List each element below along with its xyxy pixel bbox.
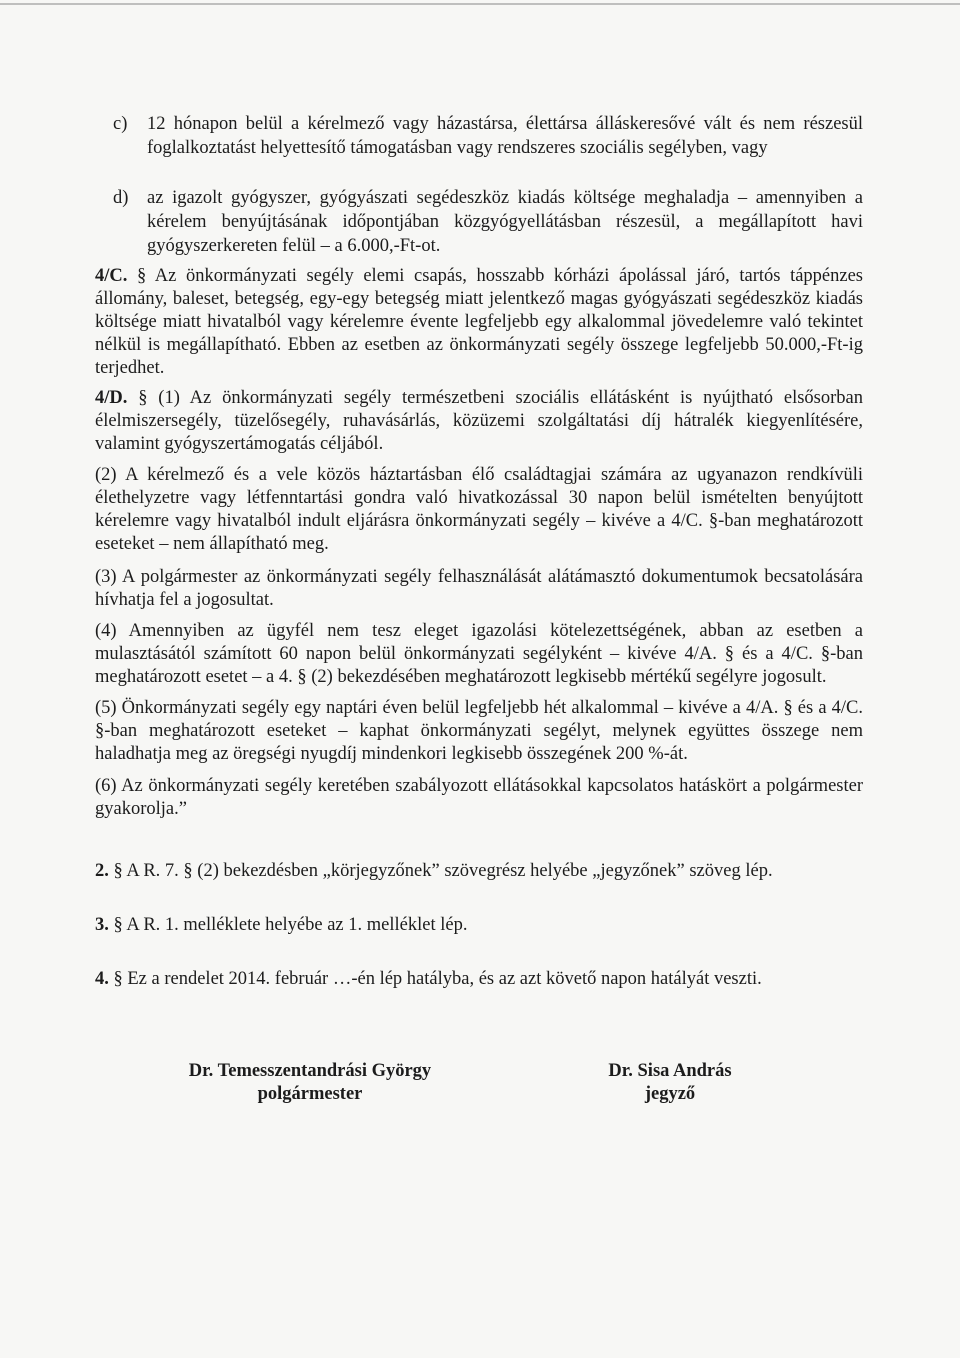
- subparagraph-text: (4) Amennyiben az ügyfél nem tesz eleget igazolási kötelezettségének, abban az esetben a mulasztásától számított 60 napon belül önkormányzati segélyként – kivéve 4/A. § és a 4/C. §-ban meghatározott esetet – a 4. § (2) bekezdésében meghatározott legkisebb mértékű segélyre jogosult.: [95, 621, 863, 687]
- subparagraph-5: [95, 697, 863, 766]
- section-text: § Ez a rendelet 2014. február …-én lép hatályba, és az azt követő napon hatályát veszti.: [113, 969, 762, 989]
- section-number: 3.: [95, 915, 109, 935]
- section-number: 2.: [95, 861, 109, 881]
- section-4: [95, 968, 863, 991]
- subparagraph-2: [95, 464, 863, 556]
- section-text: § A R. 7. § (2) bekezdésben „körjegyzőnek” szövegrész helyébe „jegyzőnek” szöveg lép.: [113, 861, 773, 881]
- signature-clerk: [560, 1060, 780, 1106]
- subparagraph-6: [95, 775, 863, 821]
- section-number: 4.: [95, 969, 109, 989]
- list-item-d: [113, 186, 863, 258]
- section-2: [95, 860, 863, 883]
- paragraph-4c: [95, 265, 863, 380]
- signature-name: Dr. Sisa András: [608, 1061, 732, 1081]
- paragraph-number: 4/C.: [95, 266, 128, 286]
- signature-mayor: [160, 1060, 460, 1106]
- signature-title: polgármester: [257, 1084, 363, 1104]
- list-item-c: [113, 112, 863, 160]
- subparagraph-3: [95, 566, 863, 612]
- subparagraph-text: (6) Az önkormányzati segély keretében szabályozott ellátásokkal kapcsolatos hatáskört a polgármester gyakorolja.”: [95, 776, 863, 819]
- subparagraph-text: (2) A kérelmező és a vele közös háztartásban élő családtagjai számára az ugyanazon rendkívüli élethelyzetre vagy létfenntartási gondra való hivatkozással 30 napon belül ismételten benyújtott kérelemre vagy hivatalból indult eljárásra önkormányzati segély – kivéve a 4/C. §-ban meghatározott eseteket – nem állapítható meg.: [95, 465, 863, 554]
- signature-name: Dr. Temesszentandrási György: [188, 1061, 432, 1081]
- subparagraph-4: [95, 620, 863, 689]
- paragraph-4d: [95, 387, 863, 456]
- section-text: § A R. 1. melléklete helyébe az 1. melléklet lép.: [113, 915, 468, 935]
- subparagraph-text: (5) Önkormányzati segély egy naptári éven belül legfeljebb hét alkalommal – kivéve a 4/A. § és a 4/C. §-ban meghatározott eseteket – kaphat önkormányzati segélyt, melynek együttes összege nem haladhatja meg az öregségi nyugdíj mindenkori legkisebb összegének 200 %-át.: [95, 698, 863, 764]
- list-item-label: c): [113, 114, 128, 134]
- section-3: [95, 914, 863, 937]
- subparagraph-text: (3) A polgármester az önkormányzati segély felhasználását alátámasztó dokumentumok becsatolására hívhatja fel a jogosultat.: [95, 567, 863, 610]
- list-item-text: 12 hónapon belül a kérelmező vagy házastársa, élettársa álláskeresővé vált és nem részesül foglalkoztatást helyettesítő támogatásban vagy rendszeres szociális segélyben, vagy: [147, 114, 863, 158]
- list-item-text: az igazolt gyógyszer, gyógyászati segédeszköz kiadás költsége meghaladja – amennyiben a kérelem benyújtásának időpontjában közgyógyellátásban részesül, a megállapított havi gyógyszerkereten felül – a 6.000,-Ft-ot.: [147, 188, 863, 256]
- list-item-label: d): [113, 188, 129, 208]
- paragraph-text: § (1) Az önkormányzati segély természetbeni szociális ellátásként is nyújtható elsősorban élelmiszersegély, tüzelősegély, ruhavásárlás, közüzemi szolgáltatási díj hátralék kiegyenlítésére, valamint gyógyszertámogatás céljából.: [95, 388, 863, 454]
- page-top-edge: [0, 3, 960, 5]
- paragraph-number: 4/D.: [95, 388, 128, 408]
- signature-title: jegyző: [644, 1084, 696, 1104]
- paragraph-text: § Az önkormányzati segély elemi csapás, hosszabb kórházi ápolással járó, tartós táppénzes állomány, baleset, betegség, egy-egy betegség miatt jelentkező magas gyógyászati segédeszköz kiadás költsége miatt hivatalból vagy kérelemre évente legfeljebb egy alkalommal jövedelemre való tekintet nélkül is megállapítható. Ebben az esetben az önkormányzati segély összege legfeljebb 50.000,-Ft-ig terjedhet.: [95, 266, 863, 378]
